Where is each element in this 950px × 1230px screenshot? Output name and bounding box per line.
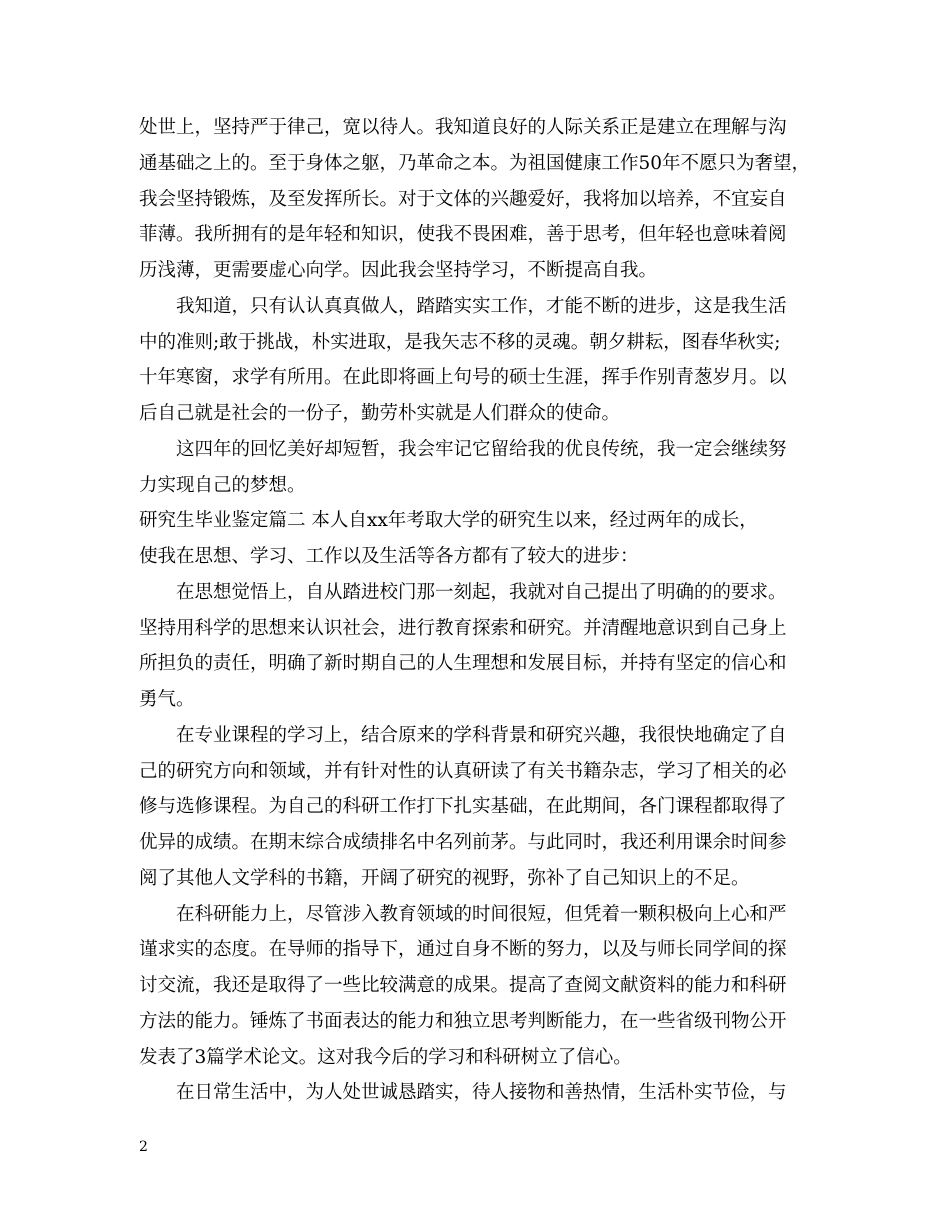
text-line: 修与选修课程。为自己的科研工作打下扎实基础，在此期间，各门课程都取得了: [139, 796, 787, 818]
text-line: 力实现自己的梦想。: [139, 474, 306, 496]
text-line: 在专业课程的学习上，结合原来的学科背景和研究兴趣，我很快地确定了自: [176, 724, 787, 746]
text-line: 十年寒窗，求学有所用。在此即将画上句号的硕士生涯，挥手作别青葱岁月。以: [139, 367, 787, 389]
text-line: 讨交流，我还是取得了一些比较满意的成果。提高了查阅文献资料的能力和科研: [139, 975, 787, 996]
text-line: 历浅薄，更需要虚心向学。因此我会坚持学习，不断提高自我。: [139, 260, 658, 281]
text-line: 这四年的回忆美好却短暂，我会牢记它留给我的优良传统，我一定会继续努: [176, 438, 787, 460]
text-line: 在日常生活中，为人处世诚恳踏实，待人接物和善热情，生活朴实节俭，与: [176, 1082, 787, 1104]
text-line: 谨求实的态度。在导师的指导下，通过自身不断的努力，以及与师长同学间的探: [139, 939, 787, 961]
text-line: 己的研究方向和领域，并有针对性的认真研读了有关书籍杂志，学习了相关的必: [139, 760, 787, 782]
text-line: 勇气。: [139, 689, 195, 710]
text-line: 方法的能力。锤炼了书面表达的能力和独立思考判断能力，在一些省级刊物公开: [139, 1010, 787, 1032]
text-line: 发表了3篇学术论文。这对我今后的学习和科研树立了信心。: [139, 1046, 632, 1068]
text-line: 处世上，坚持严于律己，宽以待人。我知道良好的人际关系正是建立在理解与沟: [139, 117, 787, 138]
text-line: 我知道，只有认认真真做人，踏踏实实工作，才能不断的进步，这是我生活: [176, 295, 787, 317]
section-heading-line: 研究生毕业鉴定篇二 本人自xx年考取大学的研究生以来，经过两年的成长，: [139, 510, 758, 532]
text-line: 阅了其他人文学科的书籍，开阔了研究的视野，弥补了自己知识上的不足。: [139, 867, 750, 889]
text-line: 在科研能力上，尽管涉入教育领域的时间很短，但凭着一颗积极向上心和严: [176, 903, 787, 925]
text-line: 中的准则;敢于挑战，朴实进取，是我矢志不移的灵魂。朝夕耕耘，图春华秋实;: [139, 331, 781, 353]
page-number: 2: [139, 1139, 148, 1155]
text-line: 坚持用科学的思想来认识社会，进行教育探索和研究。并清醒地意识到自己身上: [139, 617, 787, 639]
text-line: 菲薄。我所拥有的是年轻和知识，使我不畏困难，善于思考，但年轻也意味着阅: [139, 224, 787, 246]
text-line: 使我在思想、学习、工作以及生活等各方都有了较大的进步：: [139, 546, 639, 567]
text-line: 通基础之上的。至于身体之躯，乃革命之本。为祖国健康工作50年不愿只为奢望，: [139, 152, 811, 174]
text-line: 后自己就是社会的一份子，勤劳朴实就是人们群众的使命。: [139, 403, 621, 424]
text-line: 所担负的责任，明确了新时期自己的人生理想和发展目标，并持有坚定的信心和: [139, 653, 787, 675]
text-line: 我会坚持锻炼，及至发挥所长。对于文体的兴趣爱好，我将加以培养，不宜妄自: [139, 188, 787, 210]
text-line: 优异的成绩。在期末综合成绩排名中名列前茅。与此同时，我还利用课余时间参: [139, 832, 787, 853]
text-line: 在思想觉悟上，自从踏进校门那一刻起，我就对自己提出了明确的的要求。: [176, 581, 787, 603]
